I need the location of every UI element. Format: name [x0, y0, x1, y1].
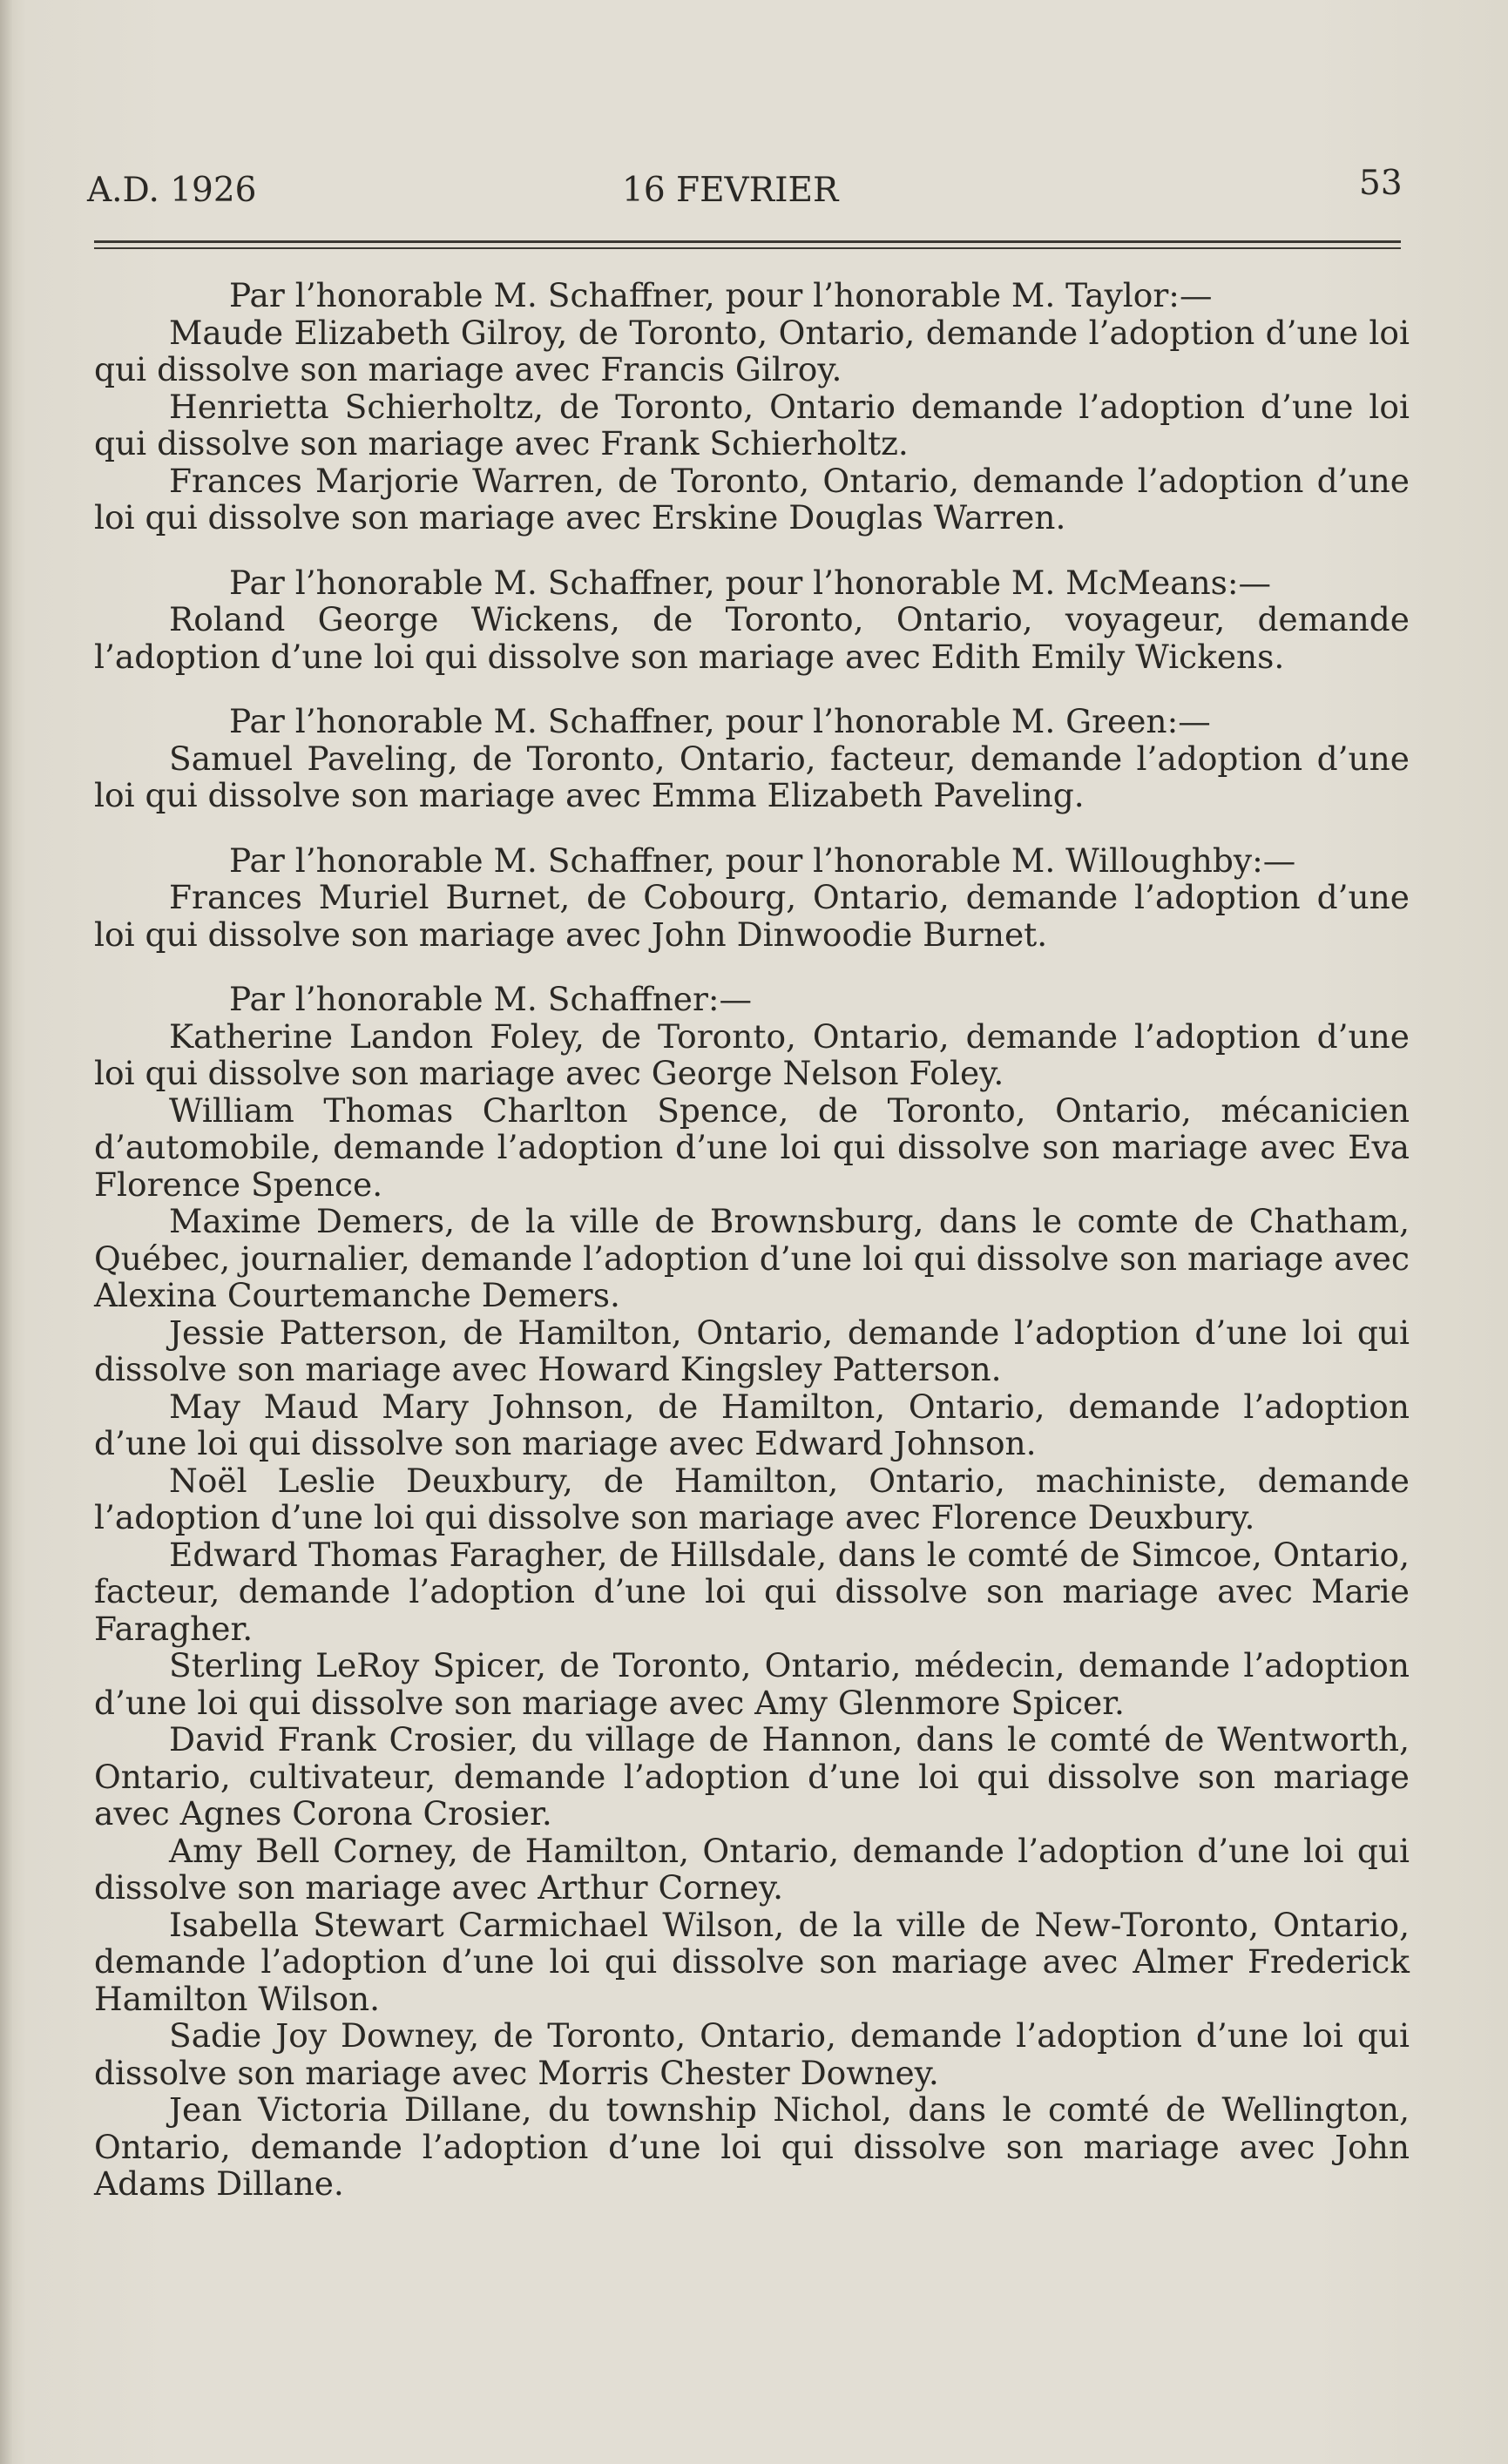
petition-entry: Frances Muriel Burnet, de Cobourg, Ontario, demande l’adoption d’une loi qui dissolve son mariage avec John Dinwoodie Burnet. — [94, 878, 1410, 954]
petition-entry: Amy Bell Corney, de Hamilton, Ontario, demande l’adoption d’une loi qui dissolve son mariage avec Arthur Corney. — [94, 1831, 1410, 1907]
petition-group — [94, 277, 1410, 537]
header-date: 16 FEVRIER — [622, 171, 839, 210]
petition-group — [94, 981, 1410, 2203]
petition-entry: Frances Marjorie Warren, de Toronto, Ontario, demande l’adoption d’une loi qui dissolve son mariage avec Erskine Douglas Warren. — [94, 461, 1410, 537]
petition-entry: Edward Thomas Faragher, de Hillsdale, dans le comté de Simcoe, Ontario, facteur, demande l’adoption d’une loi qui dissolve son mariage avec Marie Faragher. — [94, 1535, 1410, 1648]
petition-entry: Roland George Wickens, de Toronto, Ontario, voyageur, demande l’adoption d’une loi qui dissolve son mariage avec Edith Emily Wickens. — [94, 600, 1410, 676]
document-body — [94, 277, 1410, 2203]
petition-entry: Noël Leslie Deuxbury, de Hamilton, Ontario, machiniste, demande l’adoption d’une loi qui dissolve son mariage avec Florence Deuxbury. — [94, 1461, 1410, 1536]
petition-entry: William Thomas Charlton Spence, de Toronto, Ontario, mécanicien d’automobile, demande l’adoption d’une loi qui dissolve son mariage avec Eva Florence Spence. — [94, 1090, 1410, 1204]
petition-entry: Henrietta Schierholtz, de Toronto, Ontario demande l’adoption d’une loi qui dissolve son mariage avec Frank Schierholtz. — [94, 387, 1410, 462]
petition-entry: Katherine Landon Foley, de Toronto, Ontario, demande l’adoption d’une loi qui dissolve son mariage avec George Nelson Foley. — [94, 1016, 1410, 1092]
petition-entry: Jessie Patterson, de Hamilton, Ontario, demande l’adoption d’une loi qui dissolve son mariage avec Howard Kingsley Patterson. — [94, 1313, 1410, 1388]
presenter-line: Par l’honorable M. Schaffner:— — [229, 980, 752, 1018]
petition-group — [94, 842, 1410, 954]
petition-group — [94, 564, 1410, 676]
petition-entry: Sterling LeRoy Spicer, de Toronto, Ontario, médecin, demande l’adoption d’une loi qui dissolve son mariage avec Amy Glenmore Spicer. — [94, 1646, 1410, 1722]
petition-group — [94, 703, 1410, 814]
page-header — [87, 164, 1403, 223]
page-number: 53 — [1359, 164, 1403, 203]
header-rule-bottom — [94, 247, 1401, 249]
petition-entry: Jean Victoria Dillane, du township Nichol, dans le comté de Wellington, Ontario, demande l’adoption d’une loi qui dissolve son mariage avec John Adams Dillane. — [94, 2090, 1410, 2203]
presenter-line: Par l’honorable M. Schaffner, pour l’honorable M. Willoughby:— — [229, 840, 1296, 880]
presenter-line: Par l’honorable M. Schaffner, pour l’honorable M. Taylor:— — [229, 276, 1213, 314]
petition-entry: May Maud Mary Johnson, de Hamilton, Ontario, demande l’adoption d’une loi qui dissolve son mariage avec Edward Johnson. — [94, 1387, 1410, 1462]
book-spine-shadow — [0, 0, 12, 2464]
petition-entry: Maxime Demers, de la ville de Brownsburg, dans le comte de Chatham, Québec, journalier, demande l’adoption d’une loi qui dissolve son mariage avec Alexina Courtemanche Demers. — [94, 1202, 1410, 1314]
presenter-line: Par l’honorable M. Schaffner, pour l’honorable M. McMeans:— — [229, 563, 1272, 602]
petition-entry: Sadie Joy Downey, de Toronto, Ontario, demande l’adoption d’une loi qui dissolve son mariage avec Morris Chester Downey. — [94, 2016, 1410, 2092]
petition-entry: David Frank Crosier, du village de Hannon, dans le comté de Wentworth, Ontario, cultivateur, demande l’adoption d’une loi qui dissolve son mariage avec Agnes Corona Crosier. — [94, 1720, 1410, 1833]
presenter-line: Par l’honorable M. Schaffner, pour l’honorable M. Green:— — [229, 702, 1211, 740]
petition-entry: Maude Elizabeth Gilroy, de Toronto, Ontario, demande l’adoption d’une loi qui dissolve son mariage avec Francis Gilroy. — [94, 313, 1410, 388]
header-rule-top — [94, 240, 1401, 243]
header-year: A.D. 1926 — [87, 171, 257, 210]
petition-entry: Samuel Paveling, de Toronto, Ontario, facteur, demande l’adoption d’une loi qui dissolve son mariage avec Emma Elizabeth Paveling. — [94, 739, 1410, 814]
petition-entry: Isabella Stewart Carmichael Wilson, de la ville de New-Toronto, Ontario, demande l’adoption d’une loi qui dissolve son mariage avec Almer Frederick Hamilton Wilson. — [94, 1905, 1410, 2018]
